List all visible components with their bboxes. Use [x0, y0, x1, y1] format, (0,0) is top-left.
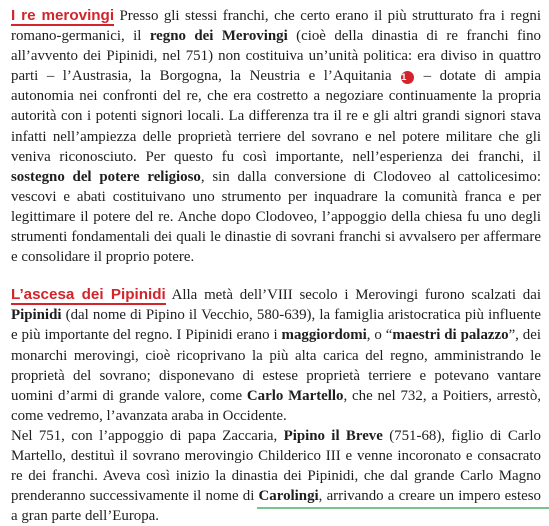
text-run: , che nel 732, a Poitiers, arrestò, come vedremo, l’avanzata araba in Occidente. [11, 387, 541, 424]
text-run: (cioè della dinastia di re franchi fino all’avvento dei Pipinidi, nel 751) non costituiva un’unità politica: era diviso in quattro parti – l’Austrasia, la Borgogna, la Neustria e l’Aquitania [11, 28, 541, 85]
bold-term-pipino-il-breve: Pipino il Breve [283, 427, 383, 444]
text-run: (dal nome di Pipino il Vecchio, 580-639), la famiglia aristocratica più influente e più importante del regno. I Pipinidi erano i [11, 307, 541, 344]
text-run: Alla metà dell’VIII secolo i Merovingi furono scalzati dai [165, 287, 541, 304]
bold-term-carolingi: Carolingi [258, 488, 319, 505]
paragraph-re-merovingi [11, 6, 541, 267]
bold-term-maestri-di-palazzo: maestri di palazzo [392, 327, 509, 344]
bold-term-regno-merovingi: regno dei Merovingi [149, 28, 288, 45]
document-page [11, 6, 541, 526]
bold-term-maggiordomi: maggiordomi [281, 327, 367, 344]
section-heading-re-merovingi: I re merovingi [11, 7, 115, 24]
bold-term-pipinidi: Pipinidi [11, 307, 62, 324]
text-run: ”, dei monarchi merovingi, cioè ricoprivano la più alta carica del regno, amministrando le proprietà del sovrano; disponevano di estese proprietà terriere e potevano vantare uomini d’armi di grande valore, come [11, 327, 542, 404]
text-run: (751-68), figlio di Carlo Martello, destituì il sovrano merovingio Childerico III e venne incoronato e consacrato re dei franchi. Aveva così inizio la dinastia dei Pipinidi, che dal grande Carlo Magno prenderanno successivamente il nome di [11, 427, 541, 505]
paragraph-ascesa-pipinidi [11, 285, 541, 426]
bold-term-carlo-martello: Carlo Martello [246, 387, 344, 404]
paragraph-pipino-il-breve [11, 426, 541, 526]
text-run: , o “ [366, 327, 393, 344]
paragraph-gap [11, 267, 541, 285]
figure-reference-marker[interactable]: 1 [401, 71, 414, 84]
text-run: , arrivando a creare un impero esteso a gran parte dell’Europa. [11, 488, 541, 525]
text-run: , sin dalla conversione di Clodoveo al cattolicesimo: vescovi e abati costituivano uno strumento per inquadrare la comunità franca e per legittimare il potere del re. Anche dopo Clodoveo, l’appoggio della chiesa fu uno degli strumenti fondamentali dei quali le dinastie di sovrani franchi si avvalsero per affermare e consolidare il proprio potere. [11, 168, 541, 266]
text-run: – dotate di ampia autonomia nei confronti del re, che era costretto a negoziare continuamente la propria autorità con i potenti signori locali. La differenza tra il re e gli altri grandi signori stava infatti nell’ampiezza delle proprietà terriere del sovrano e nel potere militare che gli veniva riconosciuto. Per questo fu così importante, nell’esperienza dei franchi, il [11, 68, 541, 165]
text-run: Presso gli stessi franchi, che certo erano il più strutturato fra i regni romano-germanici, il [11, 8, 541, 45]
text-run: Nel 751, con l’appoggio di papa Zaccaria, [11, 427, 284, 444]
bold-term-sostegno-potere-religioso: sostegno del potere religioso [11, 168, 201, 185]
section-heading-ascesa-pipinidi: L’ascesa dei Pipinidi [11, 286, 166, 304]
decorative-bottom-rule [257, 507, 549, 509]
